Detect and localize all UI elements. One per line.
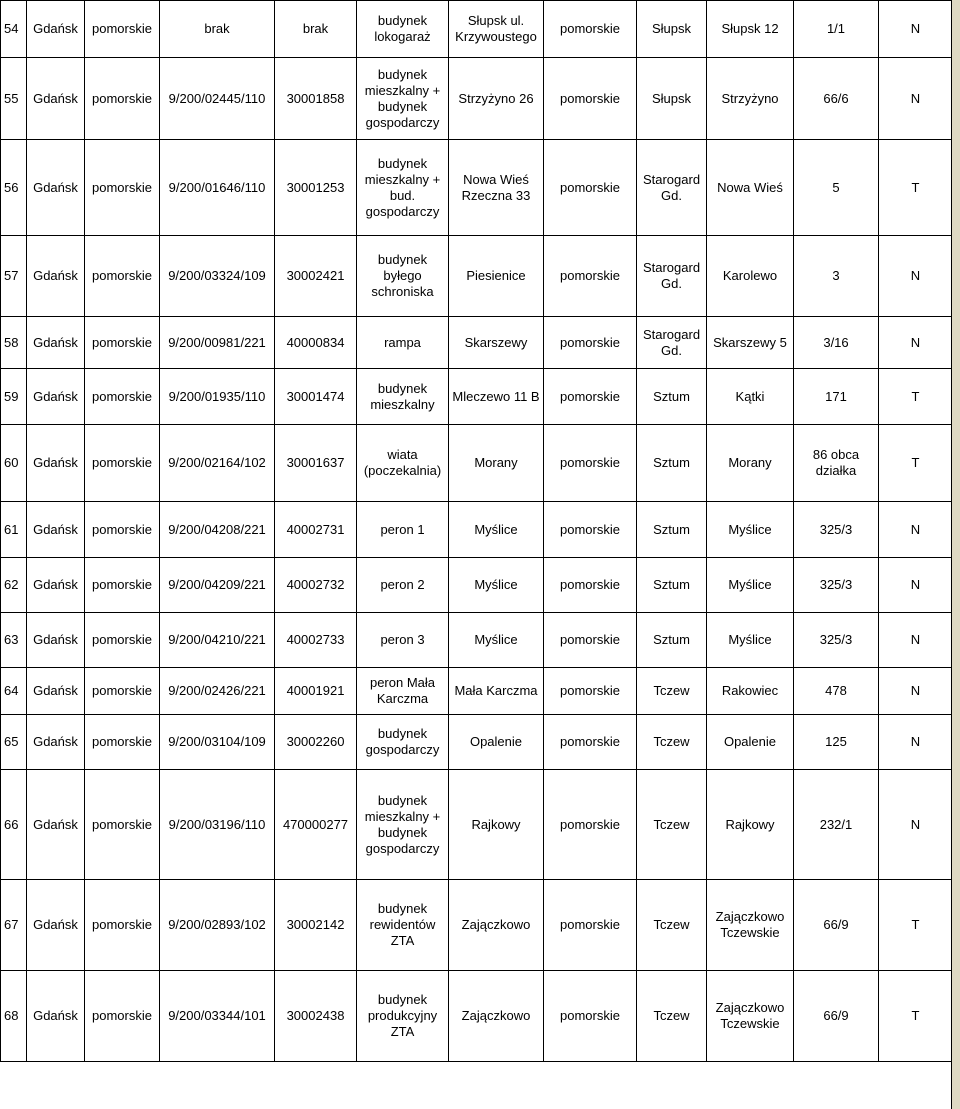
cell-voivodeship: pomorskie [544,668,637,715]
cell-flag: N [879,715,953,770]
cell-flag: T [879,880,953,971]
cell-object-name: budynek mieszkalny + budynek gospodarczy [357,58,449,140]
cell-inventory-number: 9/200/03196/110 [160,770,275,880]
cell-voivodeship: pomorskie [544,317,637,369]
cell-voivodeship: pomorskie [544,613,637,668]
cell-object-name: budynek mieszkalny + bud. gospodarczy [357,140,449,236]
cell-object-name: budynek mieszkalny [357,369,449,425]
cell-inventory-number: 9/200/02164/102 [160,425,275,502]
cell-object-id: 40000834 [275,317,357,369]
cell-region: pomorskie [85,770,160,880]
cell-object-id: brak [275,1,357,58]
cell-locality: Karolewo [707,236,794,317]
cell-lp: 54 [1,1,27,58]
cell-county: Starogard Gd. [637,236,707,317]
cell-address: Myślice [449,558,544,613]
table-row [1,880,953,971]
cell-county: Starogard Gd. [637,317,707,369]
cell-locality: Myślice [707,613,794,668]
cell-region: pomorskie [85,369,160,425]
cell-city: Gdańsk [27,971,85,1062]
cell-lp: 60 [1,425,27,502]
cell-locality: Opalenie [707,715,794,770]
cell-voivodeship: pomorskie [544,502,637,558]
cell-object-id: 30001474 [275,369,357,425]
cell-flag: N [879,1,953,58]
cell-object-name: peron 2 [357,558,449,613]
cell-plot-number: 232/1 [794,770,879,880]
cell-county: Sztum [637,613,707,668]
cell-county: Słupsk [637,58,707,140]
cell-object-name: peron 1 [357,502,449,558]
cell-address: Opalenie [449,715,544,770]
page-edge-bar [951,0,960,1109]
cell-inventory-number: 9/200/03344/101 [160,971,275,1062]
table-row [1,668,953,715]
cell-flag: T [879,369,953,425]
cell-object-id: 30001637 [275,425,357,502]
cell-object-id: 30002260 [275,715,357,770]
cell-lp: 57 [1,236,27,317]
cell-region: pomorskie [85,668,160,715]
cell-voivodeship: pomorskie [544,236,637,317]
cell-flag: N [879,668,953,715]
cell-locality: Rajkowy [707,770,794,880]
cell-locality: Kątki [707,369,794,425]
cell-address: Myślice [449,502,544,558]
table-row [1,369,953,425]
cell-lp: 59 [1,369,27,425]
cell-city: Gdańsk [27,425,85,502]
table-body [1,1,953,1062]
cell-inventory-number: 9/200/01935/110 [160,369,275,425]
table-row [1,770,953,880]
cell-lp: 56 [1,140,27,236]
table-row [1,425,953,502]
cell-locality: Zajączkowo Tczewskie [707,880,794,971]
cell-object-name: wiata (poczekalnia) [357,425,449,502]
cell-county: Tczew [637,668,707,715]
cell-address: Morany [449,425,544,502]
cell-lp: 66 [1,770,27,880]
cell-object-id: 30001253 [275,140,357,236]
cell-plot-number: 66/6 [794,58,879,140]
cell-locality: Słupsk 12 [707,1,794,58]
cell-lp: 65 [1,715,27,770]
cell-city: Gdańsk [27,369,85,425]
cell-flag: T [879,425,953,502]
cell-inventory-number: 9/200/04210/221 [160,613,275,668]
cell-flag: N [879,317,953,369]
cell-address: Myślice [449,613,544,668]
cell-object-id: 40002732 [275,558,357,613]
cell-plot-number: 171 [794,369,879,425]
cell-address: Nowa Wieś Rzeczna 33 [449,140,544,236]
cell-plot-number: 125 [794,715,879,770]
cell-inventory-number: 9/200/04209/221 [160,558,275,613]
cell-voivodeship: pomorskie [544,971,637,1062]
cell-address: Mała Karczma [449,668,544,715]
cell-locality: Myślice [707,502,794,558]
cell-city: Gdańsk [27,317,85,369]
table-row [1,613,953,668]
cell-plot-number: 325/3 [794,613,879,668]
cell-city: Gdańsk [27,1,85,58]
cell-lp: 63 [1,613,27,668]
table-row [1,1,953,58]
cell-lp: 62 [1,558,27,613]
cell-county: Sztum [637,369,707,425]
cell-plot-number: 478 [794,668,879,715]
cell-region: pomorskie [85,317,160,369]
cell-region: pomorskie [85,1,160,58]
cell-county: Tczew [637,971,707,1062]
cell-object-id: 470000277 [275,770,357,880]
cell-plot-number: 66/9 [794,880,879,971]
cell-voivodeship: pomorskie [544,369,637,425]
cell-lp: 68 [1,971,27,1062]
cell-county: Tczew [637,770,707,880]
cell-region: pomorskie [85,140,160,236]
cell-lp: 67 [1,880,27,971]
cell-flag: N [879,613,953,668]
cell-locality: Strzyżyno [707,58,794,140]
cell-object-id: 40002731 [275,502,357,558]
cell-lp: 58 [1,317,27,369]
table-row [1,558,953,613]
cell-address: Rajkowy [449,770,544,880]
table-row [1,236,953,317]
cell-region: pomorskie [85,58,160,140]
cell-flag: N [879,502,953,558]
cell-plot-number: 1/1 [794,1,879,58]
cell-voivodeship: pomorskie [544,558,637,613]
cell-city: Gdańsk [27,140,85,236]
cell-inventory-number: 9/200/02445/110 [160,58,275,140]
cell-voivodeship: pomorskie [544,770,637,880]
cell-plot-number: 5 [794,140,879,236]
cell-flag: N [879,558,953,613]
cell-inventory-number: 9/200/02893/102 [160,880,275,971]
cell-locality: Nowa Wieś [707,140,794,236]
cell-locality: Myślice [707,558,794,613]
cell-address: Strzyżyno 26 [449,58,544,140]
cell-region: pomorskie [85,425,160,502]
cell-plot-number: 3 [794,236,879,317]
cell-address: Piesienice [449,236,544,317]
cell-inventory-number: 9/200/01646/110 [160,140,275,236]
cell-plot-number: 3/16 [794,317,879,369]
cell-flag: N [879,236,953,317]
cell-inventory-number: brak [160,1,275,58]
cell-voivodeship: pomorskie [544,880,637,971]
cell-region: pomorskie [85,971,160,1062]
cell-plot-number: 66/9 [794,971,879,1062]
cell-region: pomorskie [85,236,160,317]
cell-city: Gdańsk [27,880,85,971]
cell-county: Tczew [637,715,707,770]
cell-locality: Morany [707,425,794,502]
cell-object-name: budynek rewidentów ZTA [357,880,449,971]
cell-city: Gdańsk [27,770,85,880]
cell-object-id: 40001921 [275,668,357,715]
cell-region: pomorskie [85,880,160,971]
cell-lp: 55 [1,58,27,140]
cell-object-id: 30001858 [275,58,357,140]
cell-locality: Zajączkowo Tczewskie [707,971,794,1062]
cell-region: pomorskie [85,558,160,613]
cell-object-id: 30002142 [275,880,357,971]
cell-object-name: peron 3 [357,613,449,668]
cell-voivodeship: pomorskie [544,425,637,502]
cell-plot-number: 325/3 [794,558,879,613]
cell-flag: T [879,140,953,236]
cell-object-name: budynek lokogaraż [357,1,449,58]
cell-region: pomorskie [85,613,160,668]
cell-object-id: 30002421 [275,236,357,317]
cell-object-name: rampa [357,317,449,369]
table-row [1,502,953,558]
cell-object-id: 30002438 [275,971,357,1062]
cell-county: Starogard Gd. [637,140,707,236]
cell-plot-number: 86 obca działka [794,425,879,502]
cell-locality: Rakowiec [707,668,794,715]
cell-region: pomorskie [85,715,160,770]
cell-flag: T [879,971,953,1062]
cell-inventory-number: 9/200/00981/221 [160,317,275,369]
cell-city: Gdańsk [27,236,85,317]
cell-object-id: 40002733 [275,613,357,668]
cell-object-name: peron Mała Karczma [357,668,449,715]
cell-locality: Skarszewy 5 [707,317,794,369]
table-row [1,971,953,1062]
cell-object-name: budynek byłego schroniska [357,236,449,317]
table-row [1,140,953,236]
cell-region: pomorskie [85,502,160,558]
cell-city: Gdańsk [27,613,85,668]
cell-voivodeship: pomorskie [544,715,637,770]
cell-flag: N [879,770,953,880]
cell-county: Sztum [637,558,707,613]
table-row [1,715,953,770]
cell-address: Mleczewo 11 B [449,369,544,425]
cell-address: Skarszewy [449,317,544,369]
cell-inventory-number: 9/200/04208/221 [160,502,275,558]
table-row [1,317,953,369]
cell-address: Zajączkowo [449,971,544,1062]
cell-inventory-number: 9/200/02426/221 [160,668,275,715]
cell-city: Gdańsk [27,558,85,613]
cell-voivodeship: pomorskie [544,1,637,58]
cell-inventory-number: 9/200/03104/109 [160,715,275,770]
cell-lp: 64 [1,668,27,715]
cell-address: Zajączkowo [449,880,544,971]
cell-city: Gdańsk [27,715,85,770]
cell-county: Sztum [637,425,707,502]
cell-inventory-number: 9/200/03324/109 [160,236,275,317]
cell-city: Gdańsk [27,58,85,140]
cell-county: Sztum [637,502,707,558]
cell-county: Tczew [637,880,707,971]
cell-voivodeship: pomorskie [544,140,637,236]
table-row [1,58,953,140]
cell-county: Słupsk [637,1,707,58]
cell-lp: 61 [1,502,27,558]
cell-address: Słupsk ul. Krzywoustego [449,1,544,58]
cell-object-name: budynek produkcyjny ZTA [357,971,449,1062]
cell-object-name: budynek mieszkalny + budynek gospodarczy [357,770,449,880]
cell-object-name: budynek gospodarczy [357,715,449,770]
cell-flag: N [879,58,953,140]
cell-city: Gdańsk [27,502,85,558]
cell-voivodeship: pomorskie [544,58,637,140]
cell-city: Gdańsk [27,668,85,715]
cell-plot-number: 325/3 [794,502,879,558]
